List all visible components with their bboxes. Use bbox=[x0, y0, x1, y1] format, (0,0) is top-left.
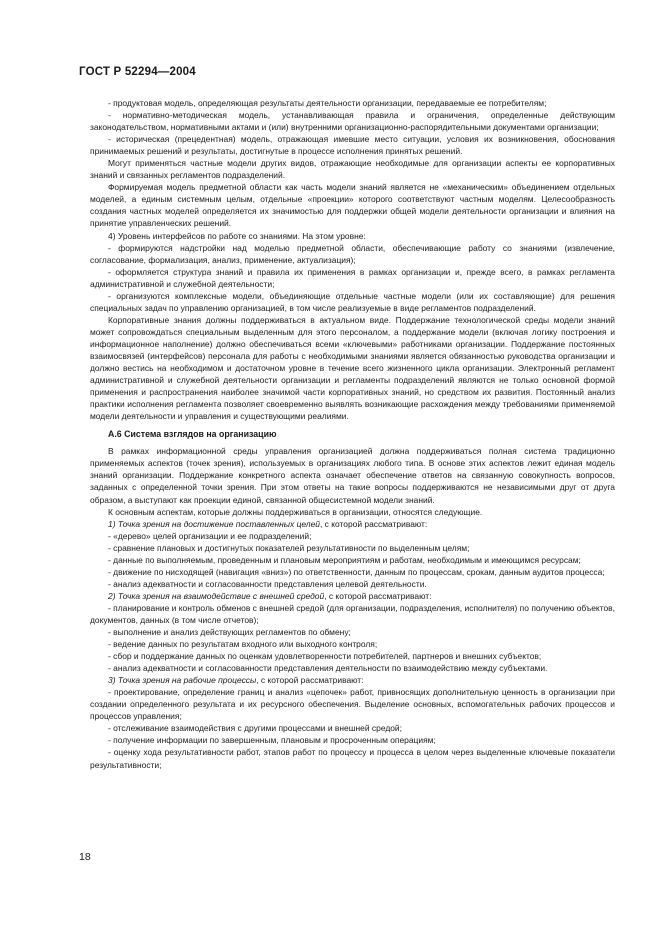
list-item: - оценку хода результативности работ, этапов работ по процессу и процесса в целом через выделенные ключевые показатели результативности; bbox=[90, 747, 615, 770]
section-heading: А.6 Система взглядов на организацию bbox=[108, 429, 277, 440]
paragraph: - продуктовая модель, определяющая результаты деятельности организации, передаваемые ее потребителям; bbox=[108, 98, 547, 108]
document-header: ГОСТ Р 52294—2004 bbox=[79, 66, 196, 78]
viewpoint-rest: , с которой рассматривают: bbox=[319, 518, 428, 529]
paragraph: - нормативно-методическая модель, устанавливающая правила и ограничения, определенные действующим законодательством, нормативными актами и (или) внутренними организационно-распорядительными документами организации; bbox=[90, 110, 615, 133]
viewpoint-rest: , с которой рассматривают: bbox=[324, 590, 432, 601]
viewpoint-item bbox=[90, 590, 615, 602]
viewpoint-item bbox=[90, 674, 615, 686]
list-item: - движение по нисходящей (навигация «вниз») по ответственности, данным по процессам, срокам, данным аудитов процесса; bbox=[108, 566, 605, 577]
paragraph: Могут применяться частные модели других видов, отражающие необходимые для организации аспекты ее корпоративных знаний и связанных регламентов подразделений. bbox=[90, 158, 615, 181]
paragraph: - организуются комплексные модели, объединяющие отдельные частные модели (или их составляющие) для решения специальных задач по управлению организацией, в том числе реализуемые в виде регламентов подразделений. bbox=[90, 290, 615, 313]
viewpoint-title: 2) Точка зрения на взаимодействие с внешней средой bbox=[108, 590, 325, 601]
list-item: - планирование и контроль обменов с внешней средой (для организации, подразделения, исполнителя) по получению объектов, документов, данных (в том числе отчетов); bbox=[90, 602, 615, 625]
paragraph: Формируемая модель предметной области как часть модели знаний является не «механическим» объединением отдельных моделей, а единым системным целым, отдельные «проекции» которого соответствуют частным моделям. Целесообразность создания частных моделей определяется их значимостью для поддержки общей модели деятельности организации и влияния на принятие управленческих решений. bbox=[90, 182, 615, 229]
paragraph: - историческая (прецедентная) модель, отражающая имевшие место ситуации, условия их возникновения, обоснования принимаемых решений и результаты, достигнутые в процессе исполнения принятых решений. bbox=[90, 134, 615, 157]
document-body bbox=[90, 97, 615, 771]
list-item: - выполнение и анализ действующих регламентов по обмену; bbox=[108, 627, 351, 638]
list-item: - отслеживание взаимодействия с другими процессами и внешней средой; bbox=[108, 723, 402, 734]
list-item: - сбор и поддержание данных по оценкам удовлетворенности потребителей, партнеров и внешних субъектов; bbox=[108, 651, 542, 662]
list-item: - данные по выполняемым, проведенным и плановым мероприятиям и работам, необходимым и имеющимся ресурсам; bbox=[108, 554, 581, 565]
paragraph: - оформляется структура знаний и правила их применения в рамках организации и, прежде всего, в рамках регламента административной и служебной деятельности; bbox=[90, 266, 615, 289]
viewpoint-title: 3) Точка зрения на рабочие процессы bbox=[108, 675, 257, 686]
paragraph: В рамках информационной среды управления организацией должна поддерживаться полная система традиционно применяемых аспектов (точек зрения), используемых в организациях любого типа. В основе этих аспектов лежит единая модель знаний организации. Поддержание конкретного аспекта означает обеспечение ответов на связанную совокупность вопросов, заданных с определенной точки зрения. При этом ответы на такие вопросы поддерживаются не независимыми друг от друга образом, а выступают как проекции единой, связанной общесистемной модели знаний. bbox=[90, 446, 615, 505]
list-item: - проектирование, определение границ и анализ «цепочек» работ, привносящих дополнительную ценность в организации при создании определенного результата и их ресурсного обеспечения. Выделение основных, вспомогательных рабочих процессов и процессов управления; bbox=[90, 687, 615, 722]
paragraph: 4) Уровень интерфейсов по работе со знаниями. На этом уровне: bbox=[108, 230, 366, 241]
paragraph: - формируются надстройки над моделью предметной области, обеспечивающие работу со знаниями (извлечение, согласование, формализация, анализ, применение, актуализация); bbox=[90, 242, 615, 265]
list-item: - ведение данных по результатам входного или выходного контроля; bbox=[108, 639, 378, 650]
list-item: - сравнение плановых и достигнутых показателей результативности по выделенным целям; bbox=[108, 542, 470, 553]
paragraph: Корпоративные знания должны поддерживаться в актуальном виде. Поддержание технологической среды модели знаний может сопровождаться специальным выделенным для этого персоналом, а поддержание модели (включая логику построения и информационное наполнение) должно обеспечиваться всеми «ключевыми» работниками организации. Поддержание постоянных взаимосвязей (интерфейсов) персонала для работы с необходимыми знаниями является обязанностью руководства организации и должно вестись на необходимом и достаточном уровне в течение всего жизненного цикла организации. Электронный регламент административной и служебной деятельности организации и регламенты подразделений являются не только основной формой применения и распространения наиболее значимой части корпоративных знаний, но средством их развития. Постоянный анализ практики исполнения регламента позволяет своевременно выявлять возникающие расхождения между требованиями применяемой модели деятельности и управления и существующими реалиями. bbox=[90, 314, 615, 422]
viewpoint-rest: , с которой рассматривают: bbox=[256, 675, 364, 686]
list-item: - анализ адекватности и согласованности представления деятельности по взаимодействию между субъектами. bbox=[108, 663, 548, 674]
viewpoint-title: 1) Точка зрения на достижение поставленных целей bbox=[108, 518, 320, 529]
viewpoint-item bbox=[90, 518, 615, 530]
paragraph: К основным аспектам, которые должны поддерживаться в организации, относятся следующие. bbox=[108, 506, 483, 517]
list-item: - анализ адекватности и согласованности представления целевой деятельности. bbox=[108, 578, 427, 589]
list-item: - «дерево» целей организации и ее подразделений; bbox=[108, 530, 312, 541]
list-item: - получение информации по завершенным, плановым и просроченным операциям; bbox=[108, 735, 436, 746]
page-number: 18 bbox=[79, 851, 91, 863]
